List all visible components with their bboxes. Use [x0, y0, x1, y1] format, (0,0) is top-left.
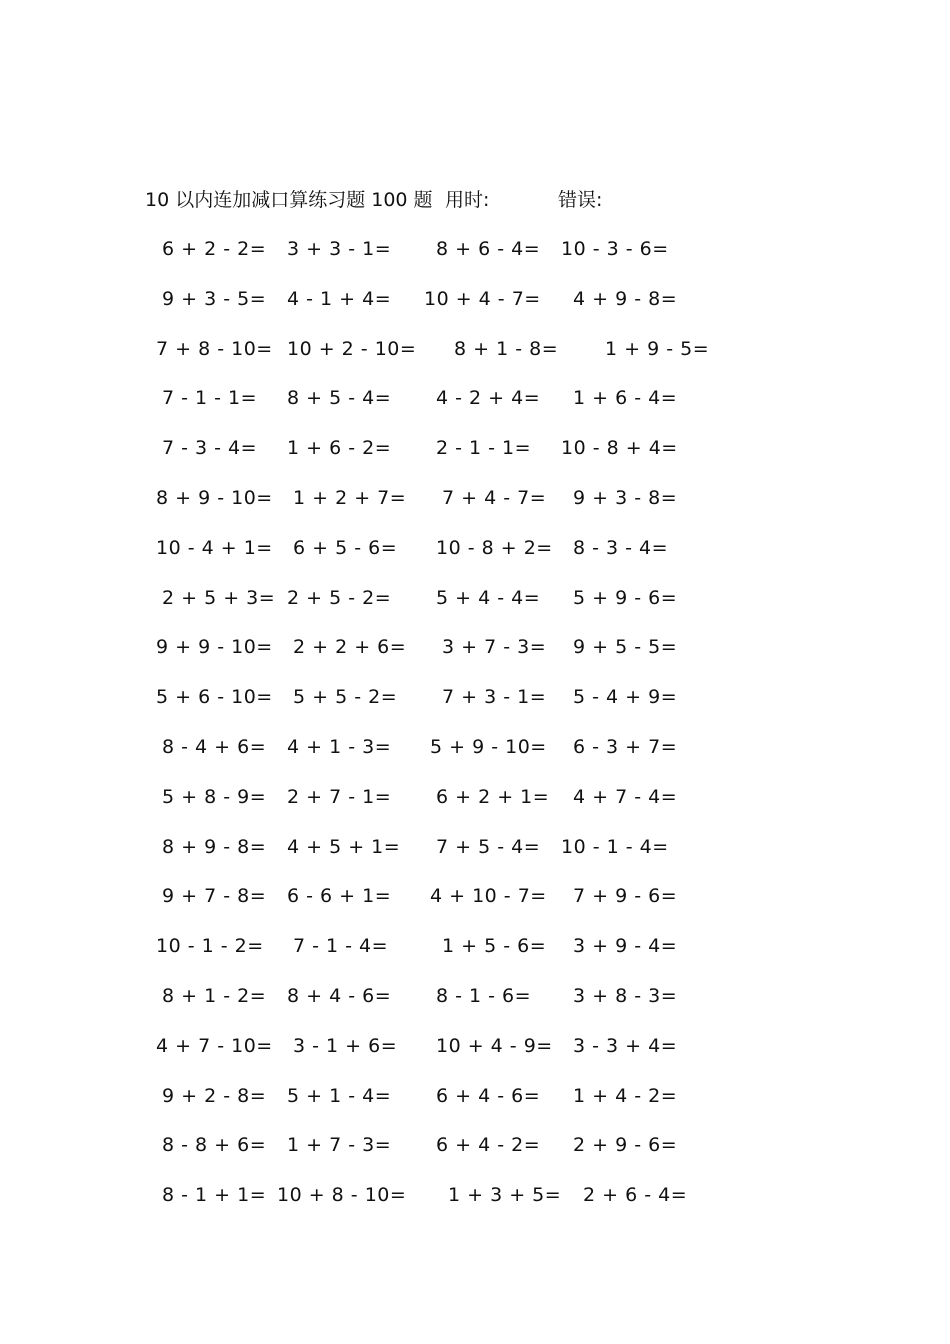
- problem-row: [150, 233, 710, 283]
- problem-item: 3 - 3 + 4=: [573, 1034, 678, 1057]
- problem-item: 3 + 7 - 3=: [442, 636, 547, 659]
- problem-item: 10 - 1 - 2=: [156, 935, 264, 958]
- problem-item: 5 + 8 - 9=: [162, 785, 267, 808]
- problem-item: 9 + 3 - 8=: [573, 486, 678, 509]
- problem-item: 5 + 5 - 2=: [293, 686, 398, 709]
- problem-item: 1 + 5 - 6=: [442, 935, 547, 958]
- problem-row: [150, 482, 710, 532]
- problem-item: 10 - 3 - 6=: [561, 238, 669, 260]
- problem-item: 4 - 2 + 4=: [436, 387, 541, 410]
- problem-item: 4 + 7 - 4=: [573, 785, 678, 808]
- problem-item: 5 + 9 - 10=: [430, 735, 547, 758]
- problem-item: 9 + 7 - 8=: [162, 885, 267, 908]
- problem-item: 2 + 7 - 1=: [287, 785, 392, 808]
- problem-row: [150, 333, 710, 383]
- problem-row: [150, 831, 710, 881]
- worksheet-title: 10 以内连加减口算练习题 100 题: [145, 189, 433, 211]
- problem-item: 8 - 4 + 6=: [162, 735, 267, 758]
- problem-item: 4 + 10 - 7=: [430, 885, 547, 908]
- problem-item: 9 + 9 - 10=: [156, 636, 273, 659]
- problem-item: 7 + 8 - 10=: [156, 337, 273, 360]
- problem-item: 7 - 1 - 1=: [162, 387, 258, 410]
- problem-row: [150, 1080, 710, 1130]
- problem-item: 5 + 4 - 4=: [436, 586, 541, 609]
- problem-item: 3 + 3 - 1=: [287, 238, 392, 260]
- problem-item: 4 + 7 - 10=: [156, 1034, 273, 1057]
- problem-row: [150, 880, 710, 930]
- problem-grid: [150, 233, 710, 1229]
- problem-item: 10 - 8 + 4=: [561, 437, 678, 460]
- problem-row: [150, 731, 710, 781]
- problem-item: 6 + 5 - 6=: [293, 536, 398, 559]
- problem-item: 1 + 6 - 2=: [287, 437, 392, 460]
- problem-item: 2 + 9 - 6=: [573, 1134, 678, 1157]
- problem-item: 6 + 4 - 2=: [436, 1134, 541, 1157]
- problem-item: 4 - 1 + 4=: [287, 287, 392, 310]
- problem-item: 1 + 6 - 4=: [573, 387, 678, 410]
- problem-item: 5 + 9 - 6=: [573, 586, 678, 609]
- time-label: 用时:: [445, 189, 490, 211]
- problem-item: 6 - 6 + 1=: [287, 885, 392, 908]
- problem-item: 7 + 9 - 6=: [573, 885, 678, 908]
- problem-row: [150, 681, 710, 731]
- problem-row: [150, 781, 710, 831]
- problem-item: 8 + 9 - 10=: [156, 486, 273, 509]
- problem-item: 10 - 4 + 1=: [156, 536, 273, 559]
- problem-row: [150, 283, 710, 333]
- problem-item: 5 + 1 - 4=: [287, 1084, 392, 1107]
- problem-item: 8 + 9 - 8=: [162, 835, 267, 858]
- problem-item: 10 + 2 - 10=: [287, 337, 417, 360]
- problem-item: 8 + 4 - 6=: [287, 984, 392, 1007]
- problem-row: [150, 1179, 710, 1229]
- problem-item: 10 + 4 - 9=: [436, 1034, 553, 1057]
- problem-item: 8 - 1 - 6=: [436, 984, 532, 1007]
- problem-item: 7 + 3 - 1=: [442, 686, 547, 709]
- problem-item: 2 - 1 - 1=: [436, 437, 532, 460]
- problem-item: 10 - 1 - 4=: [561, 835, 669, 858]
- problem-item: 8 - 8 + 6=: [162, 1134, 267, 1157]
- problem-row: [150, 432, 710, 482]
- problem-row: [150, 980, 710, 1030]
- problem-item: 7 - 3 - 4=: [162, 437, 258, 460]
- problem-item: 2 + 2 + 6=: [293, 636, 407, 659]
- problem-item: 1 + 4 - 2=: [573, 1084, 678, 1107]
- problem-item: 8 + 1 - 2=: [162, 984, 267, 1007]
- problem-item: 4 + 1 - 3=: [287, 735, 392, 758]
- problem-item: 3 + 9 - 4=: [573, 935, 678, 958]
- problem-item: 8 - 3 - 4=: [573, 536, 669, 559]
- problem-row: [150, 582, 710, 632]
- problem-row: [150, 631, 710, 681]
- problem-item: 5 + 6 - 10=: [156, 686, 273, 709]
- problem-item: 4 + 5 + 1=: [287, 835, 401, 858]
- problem-item: 6 - 3 + 7=: [573, 735, 678, 758]
- problem-item: 6 + 4 - 6=: [436, 1084, 541, 1107]
- problem-item: 3 + 8 - 3=: [573, 984, 678, 1007]
- problem-row: [150, 532, 710, 582]
- problem-item: 1 + 9 - 5=: [605, 337, 710, 360]
- problem-item: 6 + 2 - 2=: [162, 238, 267, 260]
- problem-item: 10 + 8 - 10=: [277, 1184, 407, 1207]
- problem-item: 5 - 4 + 9=: [573, 686, 678, 709]
- problem-row: [150, 382, 710, 432]
- error-label: 错误:: [558, 189, 603, 211]
- problem-item: 7 + 5 - 4=: [436, 835, 541, 858]
- problem-item: 9 + 5 - 5=: [573, 636, 678, 659]
- problem-row: [150, 930, 710, 980]
- problem-item: 9 + 2 - 8=: [162, 1084, 267, 1107]
- problem-item: 10 - 8 + 2=: [436, 536, 553, 559]
- problem-item: 6 + 2 + 1=: [436, 785, 550, 808]
- problem-item: 2 + 5 + 3=: [162, 586, 276, 609]
- problem-item: 7 - 1 - 4=: [293, 935, 389, 958]
- problem-item: 1 + 2 + 7=: [293, 486, 407, 509]
- problem-item: 8 + 1 - 8=: [454, 337, 559, 360]
- problem-item: 1 + 3 + 5=: [448, 1184, 562, 1207]
- problem-item: 8 + 5 - 4=: [287, 387, 392, 410]
- problem-row: [150, 1129, 710, 1179]
- problem-item: 8 + 6 - 4=: [436, 238, 541, 260]
- problem-item: 1 + 7 - 3=: [287, 1134, 392, 1157]
- problem-item: 4 + 9 - 8=: [573, 287, 678, 310]
- problem-item: 7 + 4 - 7=: [442, 486, 547, 509]
- problem-item: 8 - 1 + 1=: [162, 1184, 267, 1207]
- problem-item: 2 + 5 - 2=: [287, 586, 392, 609]
- problem-item: 9 + 3 - 5=: [162, 287, 267, 310]
- problem-item: 3 - 1 + 6=: [293, 1034, 398, 1057]
- problem-row: [150, 1030, 710, 1080]
- problem-item: 2 + 6 - 4=: [583, 1184, 688, 1207]
- problem-item: 10 + 4 - 7=: [424, 287, 541, 310]
